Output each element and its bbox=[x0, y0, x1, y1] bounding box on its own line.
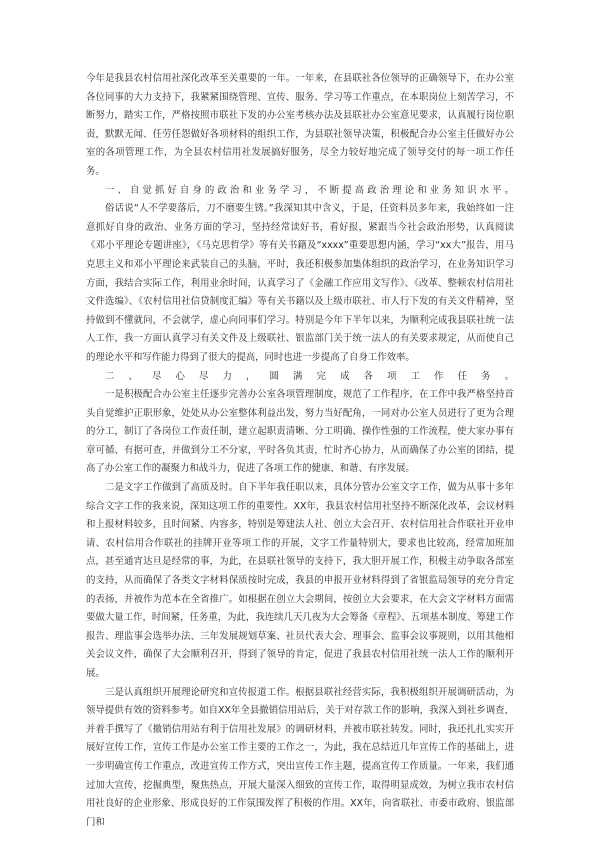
section-heading-study: 一、自觉抓好自身的政治和业务学习，不断提高政治理论和业务知识水平。 bbox=[105, 184, 514, 196]
writing-paragraph: 二是文字工作做到了高质及时。自下半年我任职以来，具体分管办公室文字工作，做为从事十多年综合文字工作的我来说，深知这项工作的重要性。XX年，我县农村信用社坚持不断深化改革，会议材料和上报材料较多，且时间紧、内容多，特别是筹建法人社、创立大会召开、农村信用社合作联社开业申请、农村信用合作联社的挂牌开业等项工作的开展，文字工作量特别大，要求也比较高，经常加班加点，甚至通宵达旦是经常的事，为此，在县联社领导的支持下，我大胆开展工作，积极主动争取各部室的支持，从而确保了各类文字材料保质按时完成，我县的申报开业材料得到了省银监局领导的充分肯定的表扬，并被作为范本在全省推广。如根据在创立大会期间，按创立大会要求，在大会文字材料方面需要做大量工作，时间紧，任务重，为此，我连续几天几夜为大会筹备《章程》、五项基本制度、筹建工作报告、理监事会选举办法、三年发展规划草案、社员代表大会、理事会、监事会议事规则，以用其他相关会议文件，确保了大会顺利召开，得到了领导的肯定，促进了我县农村信用社统一法人工作的顺利开展。 bbox=[86, 482, 514, 679]
publicity-paragraph: 三是认真组织开展理论研究和宣传报道工作。根据县联社经营实际，我积极组织开展调研活动，为领导提供有效的资料参考。如自XX年全县撤销信用站后，关于对存款工作的影响，我深入到社乡调查，并着手撰写了《撤销信用站有利于信用社发展》的调研材料，并被市联社转发。同时，我还扎扎实实开展好宣传工作，宣传工作是办公室工作主要的工作之一，为此，我在总结近几年宣传工作的基础上，进一步明确宣传工作重点，改进宣传工作方式，突出宣传工作主题，提高宣传工作质量。一年来，我们通过加大宣传，挖掘典型，聚焦热点，开展大量深入细致的宣传工作，取得明显成效，为树立我市农村信用社良好的企业形象、形成良好的工作氛围发挥了积极的作用。XX年，向省联社、市委市政府、银监部门和 bbox=[86, 686, 514, 828]
section-heading-tasks: 二、尽心尽力，圆满完成各项工作任务。 bbox=[105, 370, 514, 382]
management-paragraph: 一是积极配合办公室主任逐步完善办公室各项管理制度，规范了工作程序，在工作中我严格坚持首头自觉维护正职形象，处处从办公室整体利益出发，努力当好配角，一同对办公室人员进行了更为合理的分工，制订了各岗位工作责任制，建立起职责清晰、分工明确、操作性强的工作流程，使大家办事有章可循、有据可查，并做到分工不分家，平时各负其责，忙时齐心协力，从而确保了办公室的团结，提高了办公室工作的凝聚力和战斗力，促进了各项工作的健康、和谐、有序发展。 bbox=[86, 389, 514, 475]
study-paragraph: 俗话说“人不学要落后，刀不磨要生锈。”我深知其中含义，于是，任资料员多年来，我始终如一注意抓好自身的政治、业务方面的学习，坚持经常读好书，看好报，紧跟当今社会政治形势，认真阅读《邓小平理论专题讲座》，《马克思哲学》等有关书籍及“xxxx”重要思想内涵，学习“xx大”报告，用马克思主义和邓小平理论来武装自己的头脑，平时，我还积极参加集体组织的政治学习，在业务知识学习方面，我结合实际工作，利用业余时间，认真学习了《金融工作应用文写作》、《改革、整顿农村信用社文件选编》、《农村信用社信贷制度汇编》等有关书籍以及上级市联社、市人行下发的有关文件精神，坚持做到不懂就问，不会就学，虚心向同事们学习。特别是今年下半年以来，为顺利完成我县联社统一法人工作，我一方面认真学习有关文件及上级联社、银监部门关于统一法人的有关要求规定，从而使自己的理论水平和写作能力得到了很大的提高，同时也进一步提高了自身工作效率。 bbox=[86, 203, 514, 363]
intro-paragraph: 今年是我县农村信用社深化改革至关重要的一年。一年来，在县联社各位领导的正确领导下，在办公室各位同事的大力支持下，我紧紧围绕管理、宣传、服务、学习等工作重点，在本职岗位上刻苦学习，不断努力，踏实工作，严格按照市联社下发的办公室考核办法及县联社办公室意见要求，认真履行岗位职责，默默无闻、任劳任怨做好各项材料的组织工作，为县联社领导决策，积极配合办公室主任做好办公室的各项管理工作，为全县农村信用社发展搞好服务，尽全力较好地完成了领导交付的每一项工作任务。 bbox=[86, 73, 514, 177]
